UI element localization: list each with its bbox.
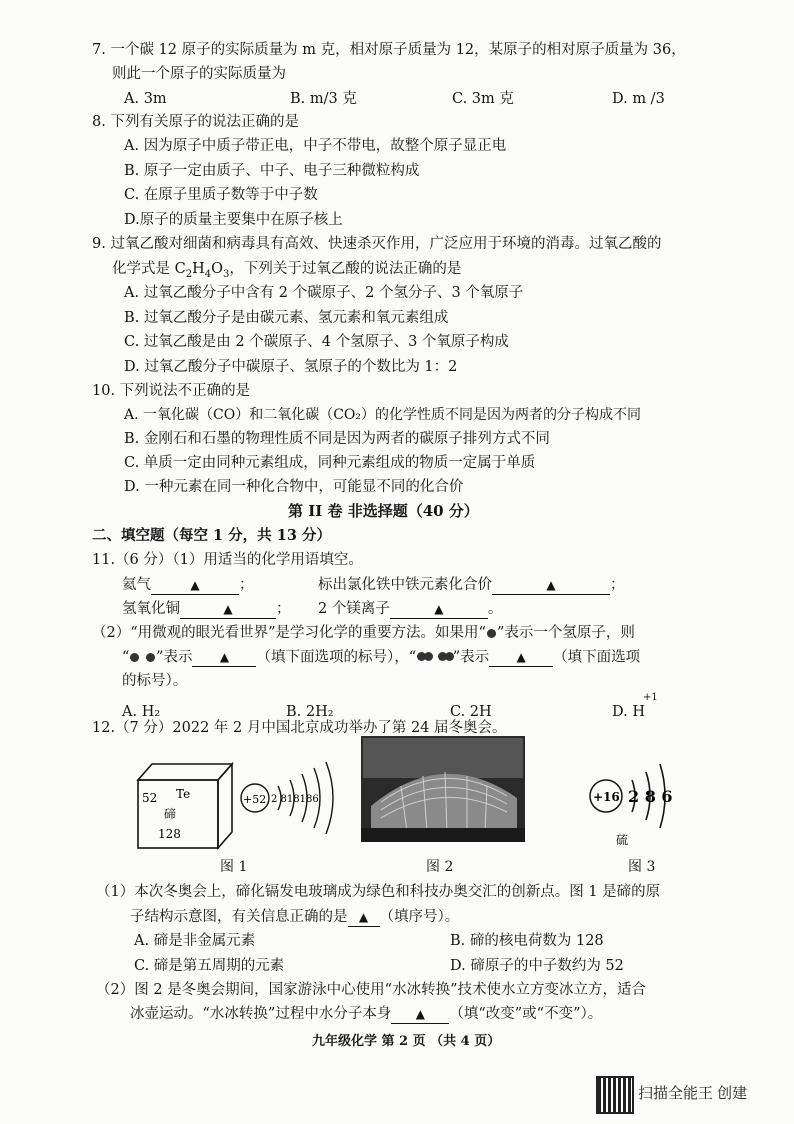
q10-option-c: C. 单质一定由同种元素组成，同种元素组成的物质一定属于单质 xyxy=(124,455,536,471)
q11-blank1-label: 氦气 xyxy=(122,577,151,593)
q11-stem: 11.（6 分）（1）用适当的化学用语填空。 xyxy=(92,552,363,568)
tellurium-shells: 2 818186 xyxy=(271,794,319,805)
q11-answer-blank-4[interactable] xyxy=(390,600,488,619)
q11-option-c: C. 2H xyxy=(450,704,492,720)
q7-stem-line2: 则此一个原子的实际质量为 xyxy=(112,66,286,82)
q12-part2-text-a: 冰壶运动。“水冰转换”过程中水分子本身 xyxy=(130,1006,392,1022)
q11-part2-text-b: ”表示一个氢原子，则 xyxy=(496,625,635,641)
q11-option-d-charge: +1 xyxy=(643,692,658,703)
q12-part1-text-b: （填序号）。 xyxy=(379,909,460,925)
q10-option-d: D. 一种元素在同一种化合物中，可能显不同的化合价 xyxy=(124,479,464,495)
figure-1-label: 图 1 xyxy=(220,859,248,875)
q11-row2-right: 2 个镁离子 ▲ 。 xyxy=(318,601,503,617)
q11-option-a: A. H₂ xyxy=(122,704,161,720)
q11-answer-blank-3[interactable] xyxy=(180,600,276,619)
q9-option-b: B. 过氧乙酸分子是由碳元素、氢元素和氧元素组成 xyxy=(124,310,449,326)
q12-option-a: A. 碲是非金属元素 xyxy=(134,933,256,949)
q8-option-a: A. 因为原子中质子带正电，中子不带电，故整个原子显正电 xyxy=(124,138,507,154)
tellurium-mass: 128 xyxy=(158,827,181,841)
q12-option-b: B. 碲的核电荷数为 128 xyxy=(450,933,604,949)
q9-stem-post: ，下列关于过氧乙酸的说法正确的是 xyxy=(229,261,462,277)
q12-part2-line2 xyxy=(130,1002,602,1027)
figure-2-label: 图 2 xyxy=(426,859,454,875)
q11-row1-left: 氦气 ▲ ； xyxy=(122,577,254,593)
q11-option-d xyxy=(612,692,658,725)
figure-3-sulfur xyxy=(584,750,694,850)
q11-part2-text-d: ”表示 xyxy=(156,649,193,666)
q8-option-d: D.原子的质量主要集中在原子核上 xyxy=(124,212,343,228)
q8-stem: 8. 下列有关原子的说法正确的是 xyxy=(92,114,299,130)
q11-part2-text-f: ”表示 xyxy=(452,649,490,666)
q7-option-a: A. 3m xyxy=(124,91,167,107)
q11-answer-blank-1[interactable] xyxy=(151,576,239,595)
figure-1-tellurium xyxy=(128,750,358,850)
q11-blank3-label: 氢氧化铜 xyxy=(122,601,180,617)
q11-row1-right: 标出氯化铁中铁元素化合价 ▲ ； xyxy=(318,577,625,593)
q11-part2-text-g: （填下面选项 xyxy=(553,649,641,666)
answer-marker-icon: ▲ xyxy=(219,650,230,665)
sulfur-nucleus: +16 xyxy=(593,790,620,804)
q12-part2-text-b: （填“改变”或“不变”）。 xyxy=(449,1006,603,1022)
q9-option-c: C. 过氧乙酸是由 2 个碳原子、4 个氢原子、3 个氧原子构成 xyxy=(124,334,509,350)
answer-marker-icon: ▲ xyxy=(415,1007,425,1021)
q11-blank2-label: 标出氯化铁中铁元素化合价 xyxy=(318,577,492,593)
section-2-title: 第 II 卷 非选择题（40 分） xyxy=(288,502,479,520)
q12-option-d: D. 碲原子的中子数约为 52 xyxy=(450,958,624,974)
q9-stem-line1: 9. 过氧乙酸对细菌和病毒具有高效、快速杀灭作用，广泛应用于环境的消毒。过氧乙酸的 xyxy=(92,236,662,252)
q11-answer-blank-5[interactable] xyxy=(192,648,256,667)
q12-part1-text-a: 子结构示意图，有关信息正确的是 xyxy=(130,909,348,925)
hydrogen-atom-icon xyxy=(487,629,496,638)
q12-option-c: C. 碲是第五周期的元素 xyxy=(134,958,285,974)
hydrogen-molecule-icon xyxy=(438,645,452,670)
part-2-title: 二、填空题（每空 1 分，共 13 分） xyxy=(92,527,331,544)
q7-option-d: D. m /3 xyxy=(612,91,665,107)
qr-code-icon xyxy=(596,1076,634,1114)
tellurium-atomic-number: 52 xyxy=(142,791,158,805)
q11-option-d-text: D. H xyxy=(612,704,645,720)
q8-option-c: C. 在原子里质子数等于中子数 xyxy=(124,187,318,203)
q11-part2-text-e: （填下面选项的标号），“ xyxy=(256,649,417,666)
answer-marker-icon: ▲ xyxy=(190,578,200,592)
answer-marker-icon: ▲ xyxy=(223,602,233,616)
q11-part2-text-c: “ xyxy=(122,649,130,666)
q10-option-b: B. 金刚石和石墨的物理性质不同是因为两者的碳原子排列方式不同 xyxy=(124,431,550,447)
q11-answer-blank-6[interactable] xyxy=(489,648,553,667)
tellurium-nucleus: +52 xyxy=(243,793,267,806)
q11-part2-text-a: （2）“用微观的眼光看世界”是学习化学的重要方法。如果用“ xyxy=(92,625,486,641)
q7-stem-line1: 7. 一个碳 12 原子的实际质量为 m 克，相对原子质量为 12，某原子的相对原子质量为 36， xyxy=(92,42,686,58)
q9-option-d: D. 过氧乙酸分子中碳原子、氢原子的个数比为 1：2 xyxy=(124,359,458,375)
figure-2-photo xyxy=(361,736,525,842)
sulfur-shells: 2 8 6 xyxy=(628,787,673,806)
tellurium-name: 碲 xyxy=(164,807,177,821)
q11-blank4-label: 2 个镁离子 xyxy=(318,601,390,617)
q12-part2-line1: （2）图 2 是冬奥会期间，国家游泳中心使用“水冰转换”技术使水立方变冰立方，适合 xyxy=(96,982,646,998)
q11-answer-blank-2[interactable] xyxy=(492,576,610,595)
answer-marker-icon: ▲ xyxy=(434,602,444,616)
q10-stem: 10. 下列说法不正确的是 xyxy=(92,383,251,399)
tellurium-symbol: Te xyxy=(176,787,191,801)
q11-row2-left: 氢氧化铜 ▲ ； xyxy=(122,601,291,617)
q9-stem-line2: 化学式是 $C_2H_4O_3$，下列关于过氧乙酸的说法正确的是 xyxy=(112,261,462,280)
q12-stem: 12.（7 分）2022 年 2 月中国北京成功举办了第 24 届冬奥会。 xyxy=(92,720,507,736)
q12-part1-line2 xyxy=(130,905,459,930)
q8-option-b: B. 原子一定由质子、中子、电子三种微粒构成 xyxy=(124,163,420,179)
q12-answer-blank-1[interactable] xyxy=(348,908,380,927)
q9-option-a: A. 过氧乙酸分子中含有 2 个碳原子、2 个氢分子、3 个氧原子 xyxy=(124,285,524,301)
q11-part2-line3: 的标号）。 xyxy=(122,673,188,689)
answer-marker-icon: ▲ xyxy=(546,578,556,592)
figure-3-label: 图 3 xyxy=(628,859,656,875)
q11-part2-line2 xyxy=(122,645,640,670)
q9-stem-pre: 化学式是 C xyxy=(112,261,186,277)
q12-part1-line1: （1）本次冬奥会上，碲化镉发电玻璃成为绿色和科技办奥交汇的创新点。图 1 是碲的原 xyxy=(96,884,661,900)
scanner-watermark-text: 扫描全能王 创建 xyxy=(638,1085,748,1102)
q10-option-a: A. 一氧化碳（CO）和二氧化碳（CO₂）的化学性质不同是因为两者的分子构成不同 xyxy=(124,407,641,423)
answer-marker-icon: ▲ xyxy=(516,650,526,665)
sulfur-name: 硫 xyxy=(616,833,629,847)
hydrogen-atom-icon xyxy=(146,653,155,662)
q7-option-b: B. m/3 克 xyxy=(290,91,357,107)
q11-part2-line1 xyxy=(92,621,635,646)
q12-answer-blank-2[interactable] xyxy=(391,1005,449,1024)
hydrogen-atom-icon xyxy=(130,653,139,662)
q7-option-c: C. 3m 克 xyxy=(452,91,514,107)
answer-marker-icon: ▲ xyxy=(358,910,369,924)
page-footer: 九年级化学 第 2 页 （共 4 页） xyxy=(312,1034,501,1049)
q11-option-b: B. 2H₂ xyxy=(286,704,334,720)
hydrogen-molecule-icon xyxy=(417,645,431,670)
